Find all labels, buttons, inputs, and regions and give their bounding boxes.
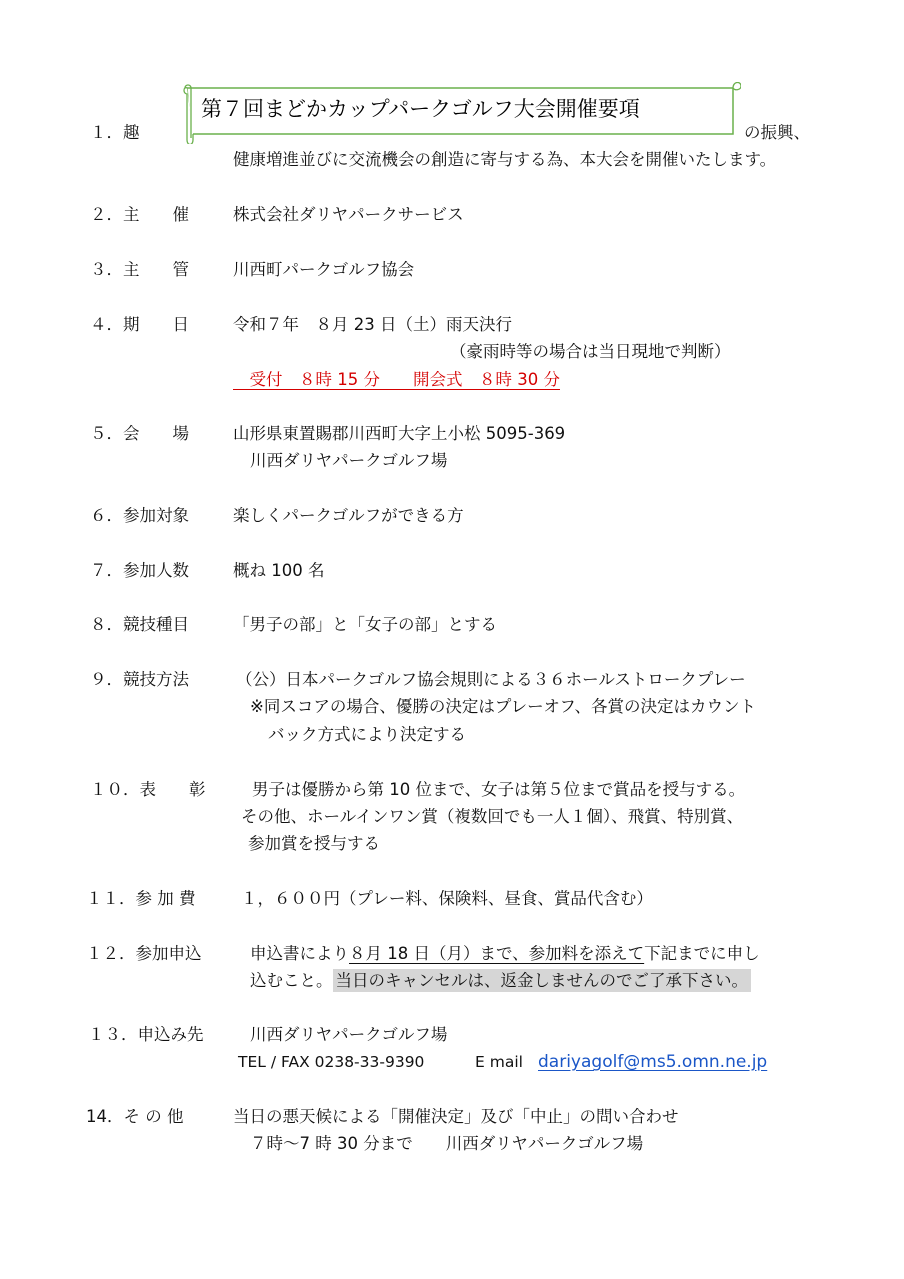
section-12-post: 下記までに申し [644,944,760,963]
section-4-note: （豪雨時等の場合は当日現地で判断） [450,342,731,361]
email-link[interactable]: dariyagolf@ms5.omn.ne.jp [538,1052,768,1072]
section-13-label: １３．申込み先 [88,1025,204,1044]
section-11-value: １，６００円（プレー料、保険料、昼食、賞品代含む） [241,889,653,908]
section-12-line2 [250,973,751,990]
section-9-line2: ※同スコアの場合、優勝の決定はプレーオフ、各賞の決定はカウント [250,697,757,716]
page-title: 第７回まどかカップパークゴルフ大会開催要項 [201,97,640,121]
section-13-tel: TEL / FAX 0238-33-9390 [238,1053,425,1071]
section-5-venue: 川西ダリヤパークゴルフ場 [250,451,448,470]
section-10-label: １０．表 彰 [90,780,206,799]
section-5-label: ５．会 場 [90,424,189,443]
section-12-line2-pre: 込むこと。 [250,971,333,990]
section-2-label: ２．主 催 [90,205,189,224]
section-2-value: 株式会社ダリヤパークサービス [233,205,464,224]
section-5-address: 山形県東置賜郡川西町大字上小松 5095-369 [233,424,566,443]
section-14-line2: ７時〜7 時 30 分まで 川西ダリヤパークゴルフ場 [250,1134,644,1153]
section-10-line2: その他、ホールインワン賞（複数回でも一人１個）、飛賞、特別賞、 [241,807,744,826]
section-6-value: 楽しくパークゴルフができる方 [233,506,464,525]
section-8-value: 「男子の部」と「女子の部」とする [233,615,497,634]
title-banner [183,82,741,144]
section-11-label: １１．参 加 費 [86,889,196,908]
section-13-name: 川西ダリヤパークゴルフ場 [250,1025,448,1044]
section-12-deadline: ８月 18 日（月）まで、参加料を添えて [349,944,645,963]
section-13-mail-label: E mail [475,1053,523,1071]
section-6-label: ６．参加対象 [90,506,189,525]
section-4-value: 令和７年 ８月 23 日（土）雨天決行 [233,315,512,334]
section-7-value: 概ね 100 名 [233,561,325,580]
section-1-line1-fragment: の振興、 [744,123,810,142]
section-14-label: 14．そ の 他 [86,1107,184,1126]
section-14-line1: 当日の悪天候による「開催決定」及び「中止」の問い合わせ [233,1107,679,1126]
section-1-line2: 健康増進並びに交流機会の創造に寄与する為、本大会を開催いたします。 [233,150,777,169]
section-12-label: １２．参加申込 [86,944,202,963]
section-12-cancel-note: 当日のキャンセルは、返金しませんのでご了承下さい。 [333,969,752,992]
section-3-value: 川西町パークゴルフ協会 [233,260,415,279]
section-1-label: １．趣 [90,123,140,142]
section-12-line1 [250,946,760,963]
section-4-label: ４．期 日 [90,315,189,334]
section-10-line3: 参加賞を授与する [248,834,380,853]
section-9-line1: （公）日本パークゴルフ協会規則による３６ホールストロークプレー [236,670,746,689]
section-7-label: ７．参加人数 [90,561,189,580]
section-4-reception: 受付 ８時 15 分 開会式 ８時 30 分 [233,370,560,389]
section-10-line1: 男子は優勝から第 10 位まで、女子は第５位まで賞品を授与する。 [252,780,746,799]
section-12-pre: 申込書により [250,944,349,963]
section-9-line3: バック方式により決定する [268,725,466,744]
section-8-label: ８．競技種目 [90,615,189,634]
section-3-label: ３．主 管 [90,260,189,279]
section-9-label: ９．競技方法 [90,670,189,689]
